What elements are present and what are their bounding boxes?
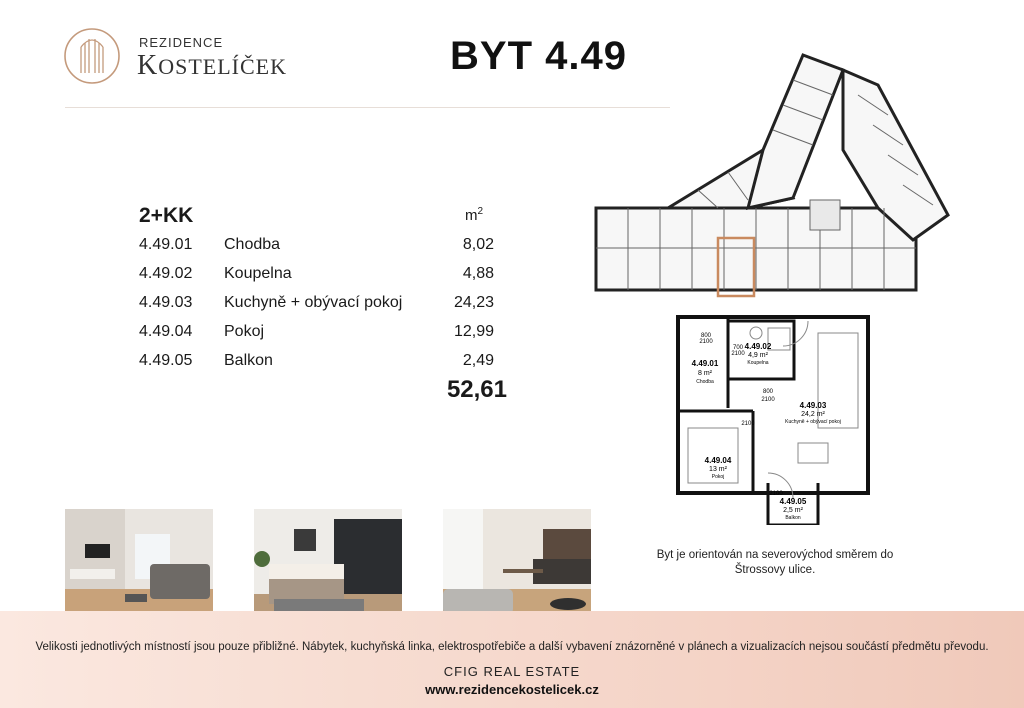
room-code: 4.49.04 bbox=[139, 323, 193, 340]
room-row bbox=[139, 236, 519, 258]
room-name: Koupelna bbox=[224, 265, 292, 282]
room-label-code: 4.49.04 bbox=[704, 456, 732, 465]
room-code: 4.49.02 bbox=[139, 265, 193, 282]
room-label-area: 4,9 m² bbox=[748, 352, 768, 359]
room-label-area: 13 m² bbox=[709, 466, 727, 473]
room-label-name: Chodba bbox=[696, 379, 714, 385]
room-label-area: 24,2 m² bbox=[801, 411, 825, 418]
room-name: Balkon bbox=[224, 352, 273, 369]
kitchen-image bbox=[443, 509, 591, 620]
door-dimension: 2100 bbox=[741, 421, 755, 427]
room-label-code: 4.49.03 bbox=[799, 401, 827, 410]
interior-photo-kitchen bbox=[443, 509, 591, 620]
disclaimer: Velikosti jednotlivých místností jsou pouze přibližné. Nábytek, kuchyňská linka, elektrospotřebiče a další vybavení znázorněné v plánech a vizualizacích nejsou součástí předmětu převodu. bbox=[35, 641, 989, 653]
room-label-name: Kuchyně + obývací pokoj bbox=[785, 419, 841, 425]
building-floor-plan bbox=[588, 30, 958, 300]
interior-photo-living bbox=[65, 509, 213, 620]
door-dimension: 2100 bbox=[731, 351, 745, 357]
room-label-code: 4.49.01 bbox=[691, 359, 719, 368]
door-dimension: 2100 bbox=[761, 397, 775, 403]
company-name: CFIG REAL ESTATE bbox=[443, 664, 581, 679]
total-area: 52,61 bbox=[446, 376, 507, 403]
room-label-area: 2,5 m² bbox=[783, 507, 803, 514]
door-dimension: 800 bbox=[762, 389, 774, 395]
room-row bbox=[139, 352, 519, 374]
room-code: 4.49.03 bbox=[139, 294, 193, 311]
bedroom-image bbox=[254, 509, 402, 620]
room-row bbox=[139, 265, 519, 287]
room-label-name: Pokoj bbox=[711, 474, 725, 480]
room-area: 12,99 bbox=[453, 323, 494, 340]
room-area: 8,02 bbox=[462, 236, 494, 253]
brand-name-rest: OSTELÍČEK bbox=[158, 54, 287, 79]
room-label-code: 4.49.02 bbox=[744, 342, 772, 351]
living-room-image bbox=[65, 509, 213, 620]
room-name: Pokoj bbox=[224, 323, 265, 340]
logo-emblem-icon bbox=[63, 27, 121, 85]
interior-photo-bedroom bbox=[254, 509, 402, 620]
room-label-name: Balkon bbox=[785, 515, 801, 521]
room-code: 4.49.05 bbox=[139, 352, 193, 369]
door-dimension: 2100 bbox=[769, 491, 783, 497]
room-area: 24,23 bbox=[453, 294, 494, 311]
area-unit: $m^2$ bbox=[465, 206, 484, 224]
room-label-name: Koupelna bbox=[747, 360, 769, 366]
room-label-area: 8 m² bbox=[698, 370, 712, 377]
page-title: BYT 4.49 bbox=[450, 34, 627, 78]
brand-top: REZIDENCE bbox=[139, 35, 224, 50]
room-row bbox=[139, 323, 519, 345]
door-dimension: 800 bbox=[700, 333, 712, 339]
orientation-note: Byt je orientován na severovýchod směrem do Štrossovy ulice. bbox=[656, 549, 894, 576]
header-divider bbox=[65, 107, 670, 108]
room-row bbox=[139, 294, 519, 316]
website-link[interactable]: www.rezidencekostelicek.cz bbox=[425, 682, 599, 697]
room-code: 4.49.01 bbox=[139, 236, 193, 253]
door-dimension: 700 bbox=[732, 345, 744, 351]
apartment-floor-plan bbox=[668, 313, 878, 525]
room-name: Kuchyně + obývací pokoj bbox=[224, 294, 403, 311]
brand-logo bbox=[63, 27, 303, 87]
brand-name-initial: K bbox=[137, 50, 159, 81]
room-label-code: 4.49.05 bbox=[779, 497, 807, 506]
brand-name bbox=[137, 50, 287, 82]
room-area: 2,49 bbox=[462, 352, 494, 369]
room-name: Chodba bbox=[224, 236, 281, 253]
layout-type: 2+KK bbox=[139, 204, 194, 227]
door-dimension: 2100 bbox=[699, 339, 713, 345]
room-area: 4,88 bbox=[462, 265, 494, 282]
